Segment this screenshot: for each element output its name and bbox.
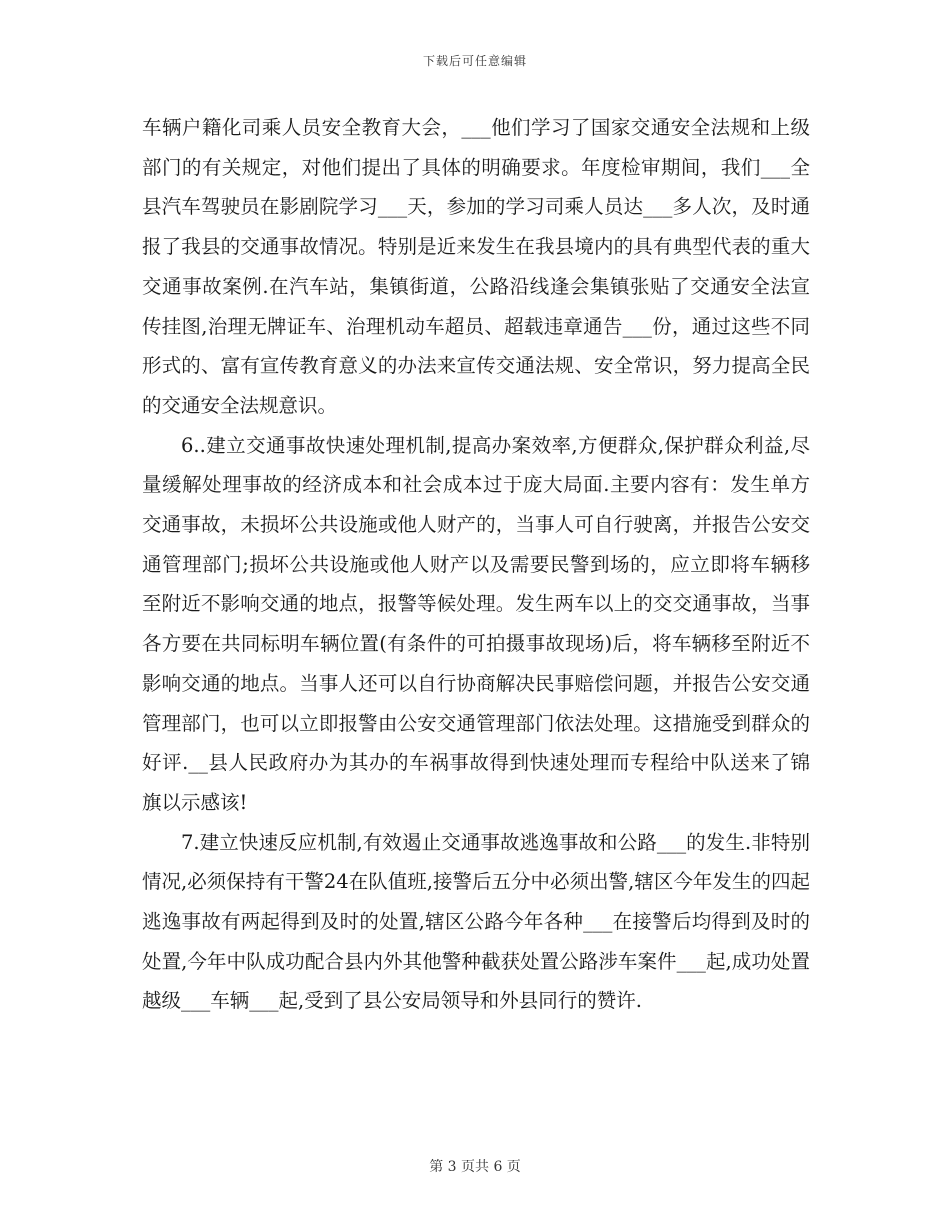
document-body <box>142 108 810 1021</box>
page-header-note: 下载后可任意编辑 <box>422 54 527 68</box>
paragraph-2: 6..建立交通事故快速处理机制,提高办案效率,方便群众,保护群众利益,尽量缓解处理事故的经济成本和社会成本过于庞大局面.主要内容有：发生单方交通事故，未损坏公共设施或他人财产的，当事人可自行驶离，并报告公安交通管理部门;损坏公共设施或他人财产以及需要民警到场的，应立即将车辆移至附近不影响交通的地点，报警等候处理。发生两车以上的交交通事故，当事各方要在共同标明车辆位置(有条件的可拍摄事故现场)后，将车辆移至附近不影响交通的地点。当事人还可以自行协商解决民事赔偿问题，并报告公安交通管理部门，也可以立即报警由公安交通管理部门依法处理。这措施受到群众的好评.__县人民政府办为其办的车祸事故得到快速处理而专程给中队送来了锦旗以示感该! <box>142 433 810 814</box>
paragraph-1: 车辆户籍化司乘人员安全教育大会，___他们学习了国家交通安全法规和上级部门的有关规定，对他们提出了具体的明确要求。年度检审期间，我们___全县汽车驾驶员在影剧院学习___天，参加的学习司乘人员达___多人次，及时通报了我县的交通事故情况。特别是近来发生在我县境内的具有典型代表的重大交通事故案例.在汽车站，集镇街道，公路沿线逢会集镇张贴了交通安全法宣传挂图,治理无牌证车、治理机动车超员、超载违章通告___份，通过这些不同形式的、富有宣传教育意义的办法来宣传交通法规、安全常识，努力提高全民的交通安全法规意识。 <box>142 116 810 417</box>
paragraph-3: 7.建立快速反应机制,有效遏止交通事故逃逸事故和公路___的发生.非特别情况,必须保持有干警24在队值班,接警后五分中必须出警,辖区今年发生的四起逃逸事故有两起得到及时的处置,辖区公路今年各种___在接警后均得到及时的处置,今年中队成功配合县内外其他警种截获处置公路涉车案件___起,成功处置越级___车辆___起,受到了县公安局领导和外县同行的赞许. <box>142 830 810 1013</box>
page-number: 第 3 页共 6 页 <box>429 1159 521 1175</box>
